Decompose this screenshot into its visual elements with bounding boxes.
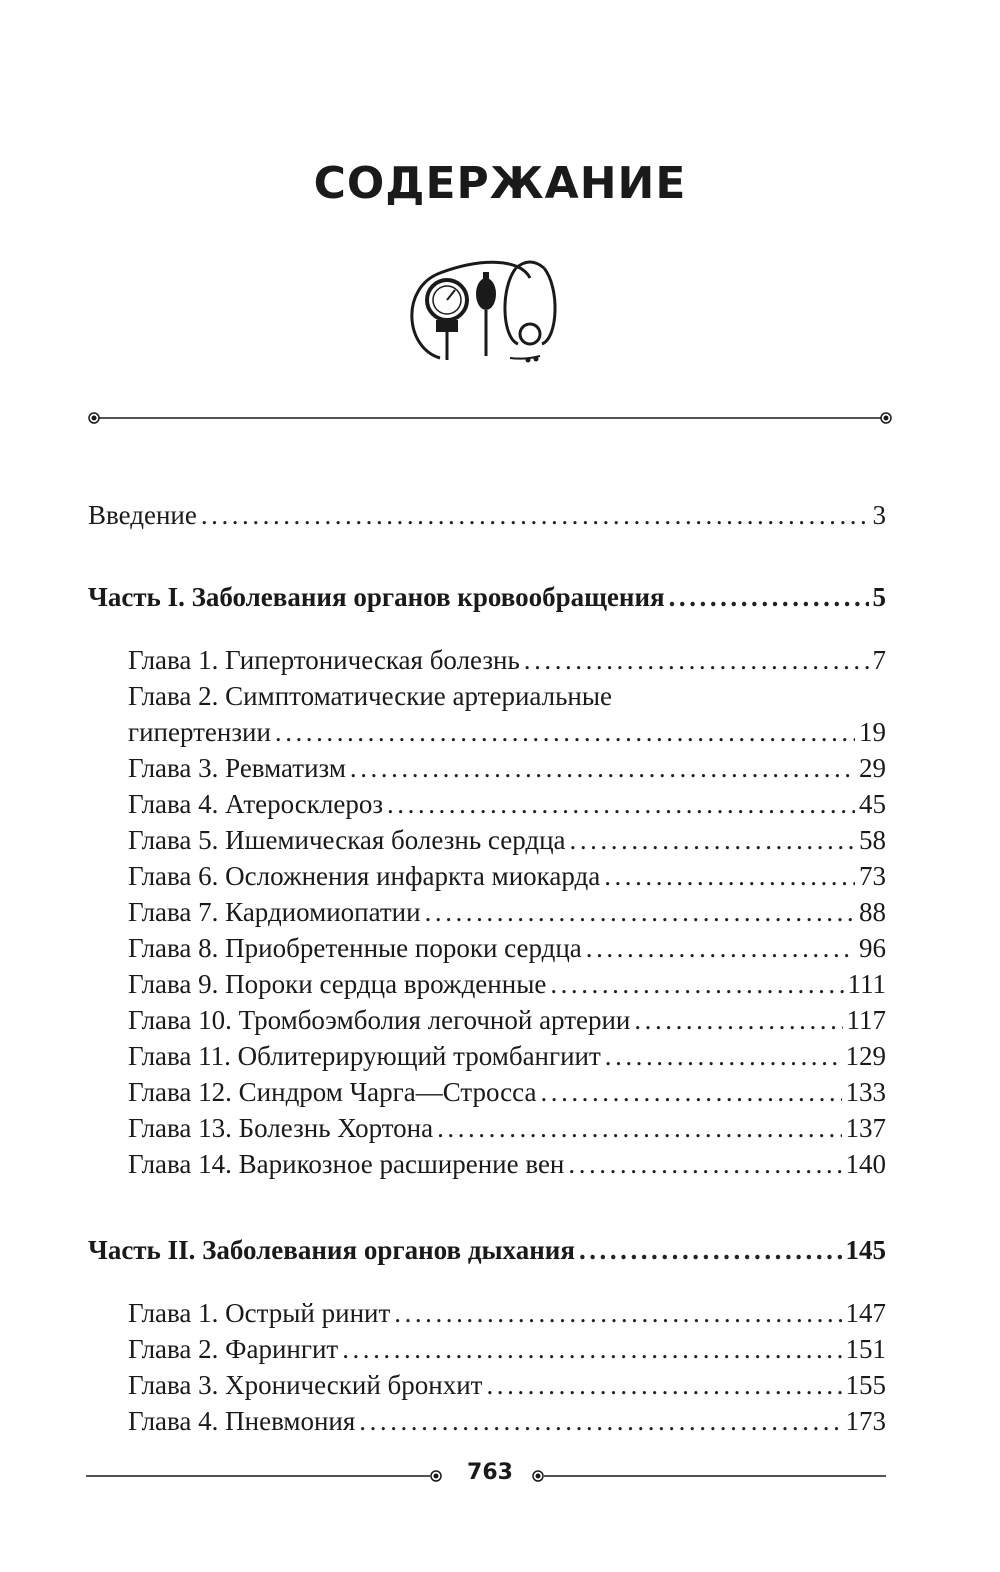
dot-leader [570,822,855,858]
toc-chapter-label: гипертензии [128,717,271,747]
page-number: 763 [467,1460,513,1485]
toc-chapter[interactable] [88,1110,886,1146]
toc-chapter[interactable] [88,714,886,750]
toc-chapter-page: 147 [845,1298,886,1328]
toc-chapter-label: Глава 7. Кардиомиопатии [128,897,421,927]
toc-entry-intro[interactable] [88,497,886,533]
toc-chapter-page: 173 [845,1406,886,1436]
dot-leader [550,966,843,1002]
toc-chapter[interactable] [88,930,886,966]
toc-chapter-page: 29 [859,753,886,783]
dot-leader [486,1367,841,1403]
dot-leader [437,1110,841,1146]
toc-chapter-page: 96 [859,933,886,963]
dot-leader [669,579,869,615]
toc-chapter-label: Глава 14. Варикозное расширение вен [128,1149,565,1179]
toc-chapter-page: 7 [872,645,886,675]
toc-part-label: Часть II. Заболевания органов дыхания [88,1235,575,1265]
toc-chapter-label: Глава 4. Атеросклероз [128,789,383,819]
toc-entry-page: 3 [872,500,886,530]
toc-chapter-label: Глава 9. Пороки сердца врожденные [128,969,547,999]
dot-leader [579,1232,842,1268]
page-footer [86,1458,894,1494]
dot-leader [586,930,855,966]
dot-leader [568,1146,841,1182]
toc-chapter[interactable] [88,1295,886,1331]
toc-entry-label: Введение [88,500,197,530]
dot-leader [275,714,855,750]
toc-chapter-label: Глава 12. Синдром Чарга—Стросса [128,1077,537,1107]
toc-chapter[interactable] [88,750,886,786]
toc-chapter[interactable] [88,822,886,858]
toc-part-1[interactable] [88,579,886,615]
toc-chapter-page: 140 [845,1149,886,1179]
dot-leader [350,750,855,786]
toc-chapter[interactable] [88,966,886,1002]
dot-leader [201,497,869,533]
toc-chapter-label: Глава 13. Болезнь Хортона [128,1113,434,1143]
toc-chapter[interactable] [88,894,886,930]
toc-chapter[interactable] [88,642,886,678]
toc-chapter-page: 73 [859,861,886,891]
toc-chapter-label: Глава 2. Фарингит [128,1334,339,1364]
toc-chapter[interactable] [88,1367,886,1403]
dot-leader [524,642,869,678]
toc-chapter[interactable] [88,858,886,894]
toc-chapter-label-line1[interactable]: Глава 2. Симптоматические артериальные [128,681,612,711]
toc-chapter[interactable] [88,1331,886,1367]
dot-leader [425,894,855,930]
toc-chapter-label: Глава 1. Гипертоническая болезнь [128,645,520,675]
dot-leader [605,1038,842,1074]
toc-part-page: 145 [845,1235,886,1265]
toc-chapter[interactable] [88,1146,886,1182]
toc-chapter-page: 19 [859,717,886,747]
toc-chapter[interactable] [88,1403,886,1439]
page-title: СОДЕРЖАНИЕ [313,158,687,209]
toc-chapter-page: 133 [845,1077,886,1107]
toc-chapter[interactable] [88,1074,886,1110]
toc-chapter-page: 58 [859,825,886,855]
toc-chapter-label: Глава 3. Ревматизм [128,753,346,783]
toc-chapter-label: Глава 10. Тромбоэмболия легочной артерии [128,1005,631,1035]
toc-chapter-page: 137 [845,1113,886,1143]
toc-chapter[interactable] [88,1038,886,1074]
toc-chapter-label: Глава 1. Острый ринит [128,1298,391,1328]
toc-chapter-label: Глава 8. Приобретенные пороки сердца [128,933,582,963]
toc-part-label: Часть I. Заболевания органов кровообращения [88,582,665,612]
toc-chapter-label: Глава 4. Пневмония [128,1406,356,1436]
dot-leader [540,1074,841,1110]
table-of-contents [88,497,886,1439]
toc-chapter-page: 117 [846,1005,886,1035]
toc-chapter-label: Глава 3. Хронический бронхит [128,1370,483,1400]
dot-leader [359,1403,841,1439]
toc-chapter-page: 111 [847,969,886,999]
toc-chapter-page: 155 [845,1370,886,1400]
divider-ornament [86,410,894,426]
dot-leader [604,858,855,894]
toc-chapter-label: Глава 11. Облитерирующий тромбангиит [128,1041,601,1071]
toc-chapter-page: 45 [859,789,886,819]
toc-part-page: 5 [872,582,886,612]
toc-part-2[interactable] [88,1232,886,1268]
toc-chapter-label: Глава 5. Ишемическая болезнь сердца [128,825,566,855]
dot-leader [634,1002,842,1038]
dot-leader [387,786,855,822]
blood-pressure-monitor-icon [400,248,570,378]
toc-chapter[interactable] [88,786,886,822]
toc-chapter[interactable] [88,1002,886,1038]
toc-chapter-page: 151 [845,1334,886,1364]
toc-chapter-page: 129 [845,1041,886,1071]
toc-chapter-label: Глава 6. Осложнения инфаркта миокарда [128,861,601,891]
dot-leader [342,1331,841,1367]
toc-chapter-page: 88 [859,897,886,927]
dot-leader [394,1295,841,1331]
